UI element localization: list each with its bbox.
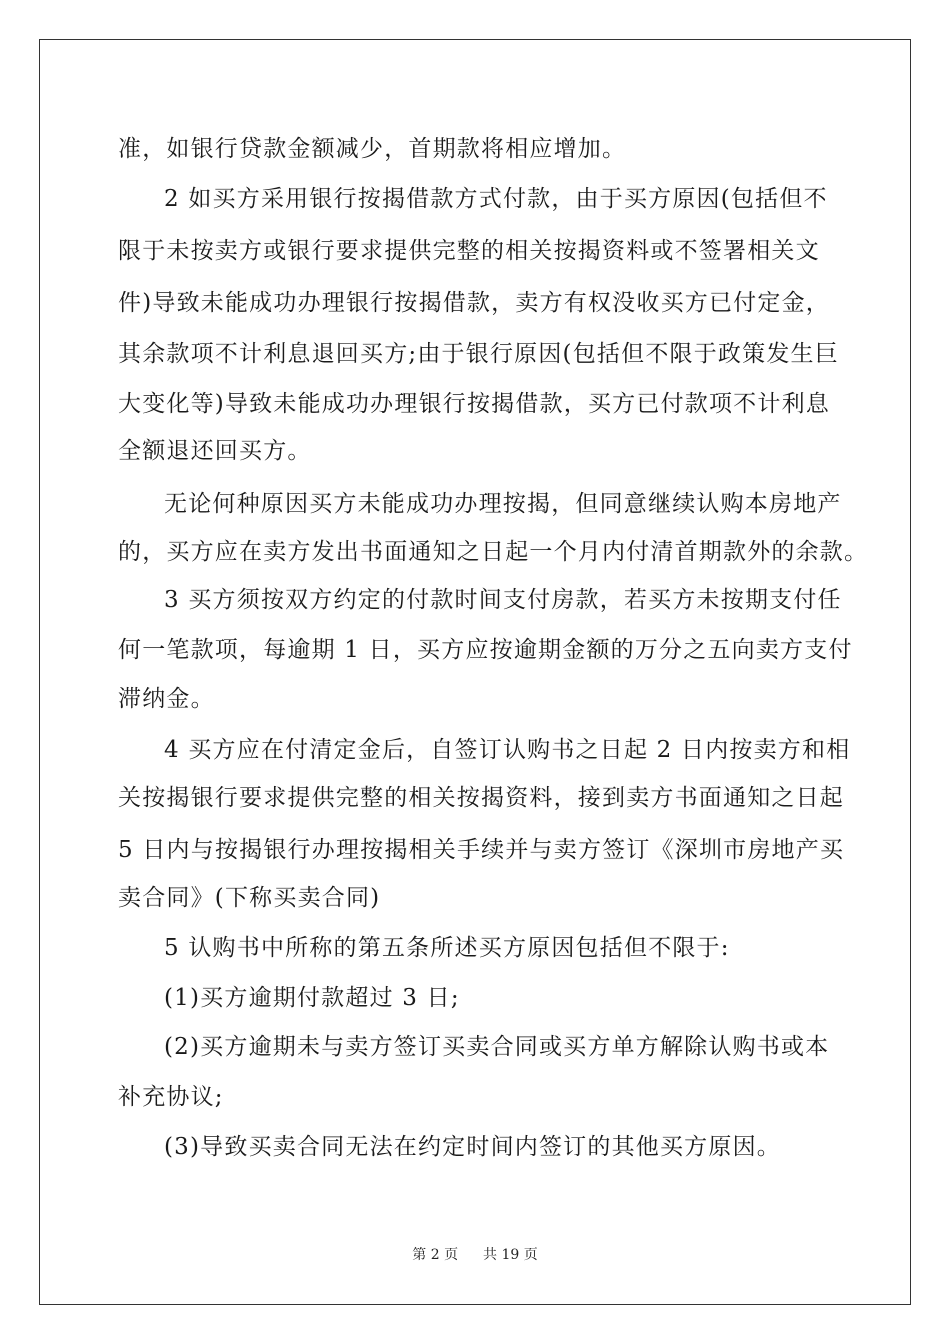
text-line: 何一笔款项，每逾期 1 日，买方应按逾期金额的万分之五向卖方支付 <box>118 637 853 663</box>
page-total: 共 19 页 <box>483 1247 538 1263</box>
page-number: 第 2 页 <box>412 1247 459 1263</box>
text-line: 全额退还回买方。 <box>118 438 312 464</box>
text-line: 的，买方应在卖方发出书面通知之日起一个月内付清首期款外的余款。 <box>118 539 869 565</box>
text-line: 4 买方应在付清定金后，自签订认购书之日起 2 日内按卖方和相 <box>164 737 851 763</box>
text-line: 其余款项不计利息退回买方;由于银行原因(包括但不限于政策发生巨 <box>118 341 839 367</box>
text-line: 2 如买方采用银行按揭借款方式付款，由于买方原因(包括但不 <box>164 186 828 212</box>
text-line: (2)买方逾期未与卖方签订买卖合同或买方单方解除认购书或本 <box>164 1034 830 1060</box>
text-line: 无论何种原因买方未能成功办理按揭，但同意继续认购本房地产 <box>164 491 842 517</box>
text-line: (1)买方逾期付款超过 3 日; <box>164 985 460 1011</box>
page-footer <box>0 1246 950 1264</box>
page-border <box>39 39 911 1305</box>
text-line: 卖合同》(下称买卖合同) <box>118 885 381 911</box>
text-line: 限于未按卖方或银行要求提供完整的相关按揭资料或不签署相关文 <box>118 238 820 264</box>
text-line: 补充协议; <box>118 1084 224 1110</box>
text-line: 关按揭银行要求提供完整的相关按揭资料，接到卖方书面通知之日起 <box>118 785 844 811</box>
text-line: 大变化等)导致未能成功办理银行按揭借款，买方已付款项不计利息 <box>118 391 830 417</box>
text-line: 件)导致未能成功办理银行按揭借款，卖方有权没收买方已付定金， <box>118 290 830 316</box>
text-line: 3 买方须按双方约定的付款时间支付房款，若买方未按期支付任 <box>164 587 842 613</box>
text-line: 滞纳金。 <box>118 686 215 712</box>
text-line: 准，如银行贷款金额减少，首期款将相应增加。 <box>118 136 627 162</box>
text-line: 5 日内与按揭银行办理按揭相关手续并与卖方签订《深圳市房地产买 <box>118 837 845 863</box>
text-line: 5 认购书中所称的第五条所述买方原因包括但不限于: <box>164 935 730 961</box>
text-line: (3)导致买卖合同无法在约定时间内签订的其他买方原因。 <box>164 1134 781 1160</box>
